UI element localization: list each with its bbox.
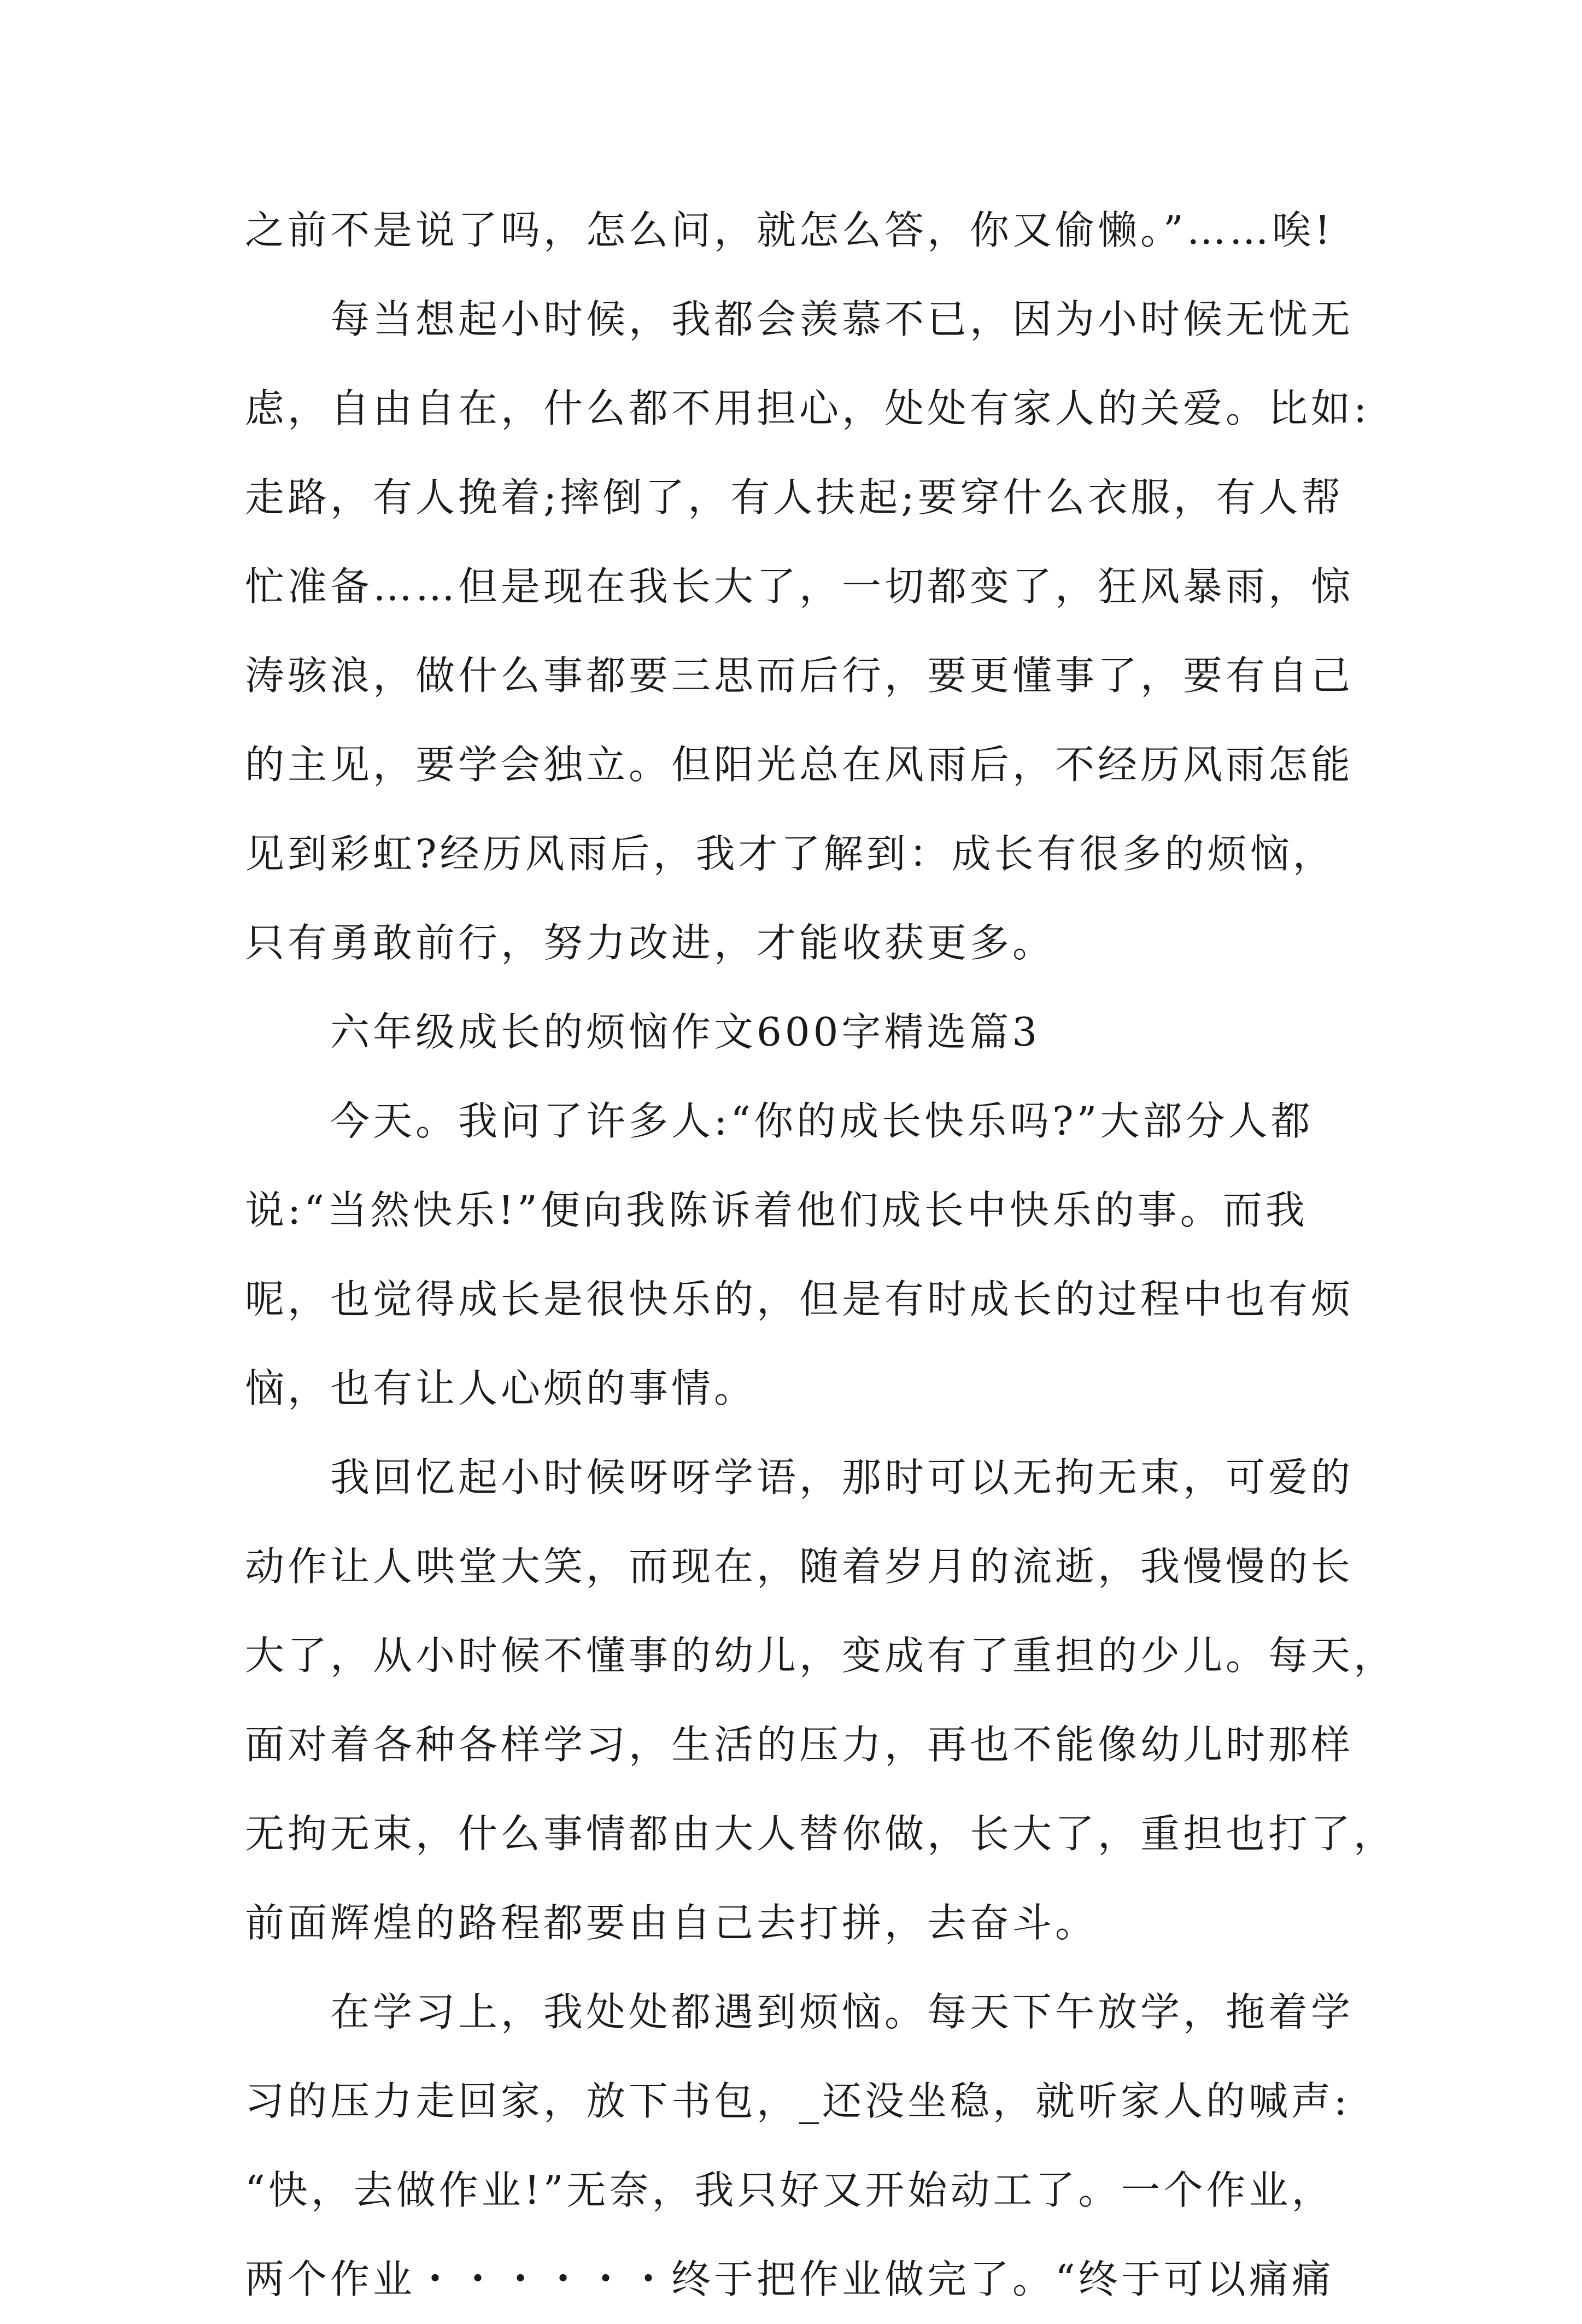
document-body (245, 186, 1398, 2324)
text-line: 恼，也有让人心烦的事情。 (245, 1365, 757, 1411)
text-line: 虑，自由自在，什么都不用担心，处处有家人的关爱。比如: (245, 385, 1370, 431)
text-line: 忙准备……但是现在我长大了，一切都变了，狂风暴雨，惊 (245, 564, 1354, 609)
text-line: 每当想起小时候，我都会羡慕不已，因为小时候无忧无 (330, 296, 1354, 342)
text-line: 动作让人哄堂大笑，而现在，随着岁月的流逝，我慢慢的长 (245, 1544, 1354, 1589)
text-line: 我回忆起小时候呀呀学语，那时可以无拘无束，可爱的 (330, 1454, 1354, 1500)
text-line: 说:“当然快乐!”便向我陈诉着他们成长中快乐的事。而我 (245, 1187, 1308, 1233)
text-line: 无拘无束，什么事情都由大人替你做，长大了，重担也打了， (245, 1811, 1397, 1857)
text-line: 的主见，要学会独立。但阳光总在风雨后，不经历风雨怎能 (245, 742, 1354, 788)
text-line: “快，去做作业!”无奈，我只好又开始动工了。一个作业， (245, 2167, 1334, 2213)
text-line: 大了，从小时候不懂事的幼儿，变成有了重担的少儿。每天， (245, 1633, 1397, 1679)
text-line: 习的压力走回家，放下书包，_还没坐稳，就听家人的喊声: (245, 2078, 1351, 2124)
text-line: 呢，也觉得成长是很快乐的，但是有时成长的过程中也有烦 (245, 1276, 1354, 1322)
text-line: 面对着各种各样学习，生活的压力，再也不能像幼儿时那样 (245, 1722, 1354, 1768)
text-line: 见到彩虹?经历风雨后，我才了解到：成长有很多的烦恼， (245, 831, 1335, 877)
text-line: 走路，有人挽着;摔倒了，有人扶起;要穿什么衣服，有人帮 (245, 474, 1344, 520)
text-line: 之前不是说了吗，怎么问，就怎么答，你又偷懒。”……唉! (245, 207, 1334, 253)
text-line: 两个作业・・・・・・终于把作业做完了。“终于可以痛痛 (245, 2256, 1334, 2302)
text-line: 在学习上，我处处都遇到烦恼。每天下午放学，拖着学 (330, 1989, 1354, 2035)
text-line: 只有勇敢前行，努力改进，才能收获更多。 (245, 920, 1056, 966)
text-line: 涛骇浪，做什么事都要三思而后行，要更懂事了，要有自己 (245, 653, 1354, 699)
text-line: 前面辉煌的路程都要由自己去打拼，去奋斗。 (245, 1900, 1098, 1946)
text-line: 今天。我问了许多人:“你的成长快乐吗?”大部分人都 (330, 1098, 1314, 1144)
section-heading: 六年级成长的烦恼作文600字精选篇3 (330, 1009, 1041, 1055)
